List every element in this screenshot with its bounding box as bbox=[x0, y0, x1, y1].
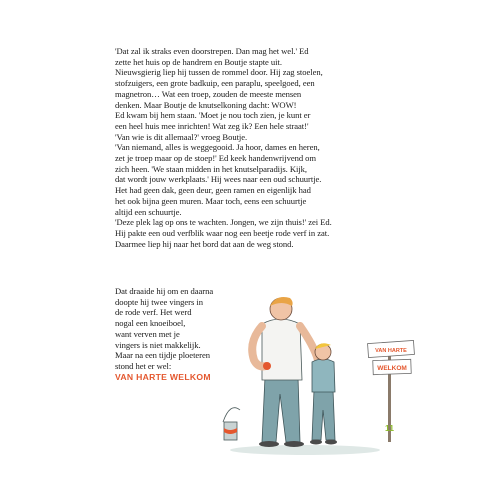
text-line: dat wordt jouw werkplaats.' Hij wees naar een oud schuurtje. bbox=[115, 174, 322, 185]
text-line: 'Van wie is dit allemaal?' vroeg Boutje. bbox=[115, 131, 248, 142]
paint-can-icon bbox=[223, 408, 240, 440]
page-number: 11 bbox=[385, 423, 394, 433]
text-line: Maar na een tijdje ploeteren bbox=[115, 350, 210, 361]
text-line: de rode verf. Het werd bbox=[115, 307, 192, 318]
text-line: stond het er wel: bbox=[115, 360, 172, 371]
text-line: zet je troep maar op de stoep!' Ed keek handenwrijvend om bbox=[115, 153, 317, 164]
text-line: Ed kwam bij hem staan. 'Moet je nou toch zien, je kunt er bbox=[115, 110, 311, 121]
text-line: zich heen. 'We staan midden in het knutselparadijs. Kijk, bbox=[115, 163, 308, 174]
welcome-text: VAN HARTE WELKOM bbox=[115, 371, 211, 382]
text-line: zette het huis op de handrem en Boutje stapte uit. bbox=[115, 56, 282, 67]
text-line: Daarmee liep hij naar het bord dat aan de weg stond. bbox=[115, 238, 294, 249]
text-line: Nieuwsgierig liep hij tussen de rommel door. Hij zag stoelen, bbox=[115, 67, 323, 78]
text-line: altijd een schuurtje. bbox=[115, 206, 182, 217]
text-line: vingers is niet makkelijk. bbox=[115, 339, 201, 350]
text-line: 'Van niemand, alles is weggegooid. Ja hoor, dames en heren, bbox=[115, 142, 320, 153]
ground-shadow bbox=[230, 445, 380, 455]
text-line: magnetron… Wat een troep, zouden de meeste mensen bbox=[115, 88, 302, 99]
sign-text-bottom: WELKOM bbox=[377, 365, 407, 372]
text-line: denken. Maar Boutje de knutselkoning dacht: WOW! bbox=[115, 99, 297, 110]
sign-text-top: VAN HARTE bbox=[375, 348, 407, 354]
text-line: 'Dat zal ik straks even doorstrepen. Dan mag het wel.' Ed bbox=[115, 46, 309, 56]
story-text bbox=[115, 46, 367, 249]
text-line: want verven met je bbox=[115, 328, 180, 339]
text-line: Het had geen dak, geen deur, geen ramen en eigenlijk had bbox=[115, 185, 311, 196]
text-line: stofzuigers, een grote badkuip, een paraplu, speelgoed, een bbox=[115, 78, 315, 89]
text-line: Hij pakte een oud verfblik waar nog een beetje rode verf in zat. bbox=[115, 227, 330, 238]
text-line: Dat draaide hij om en daarna bbox=[115, 286, 214, 296]
man-figure bbox=[252, 297, 318, 447]
text-line: een heel huis mee inrichten! Wat zeg ik? Een hele straat!' bbox=[115, 120, 309, 131]
text-line: het ook bijna geen muren. Maar toch, eens een schuurtje bbox=[115, 195, 307, 206]
text-line: 'Deze plek lag op ons te wachten. Jongen, we zijn thuis!' zei Ed. bbox=[115, 217, 332, 228]
text-line: nogal een knoeiboel, bbox=[115, 318, 186, 329]
text-line: doopte hij twee vingers in bbox=[115, 296, 203, 307]
